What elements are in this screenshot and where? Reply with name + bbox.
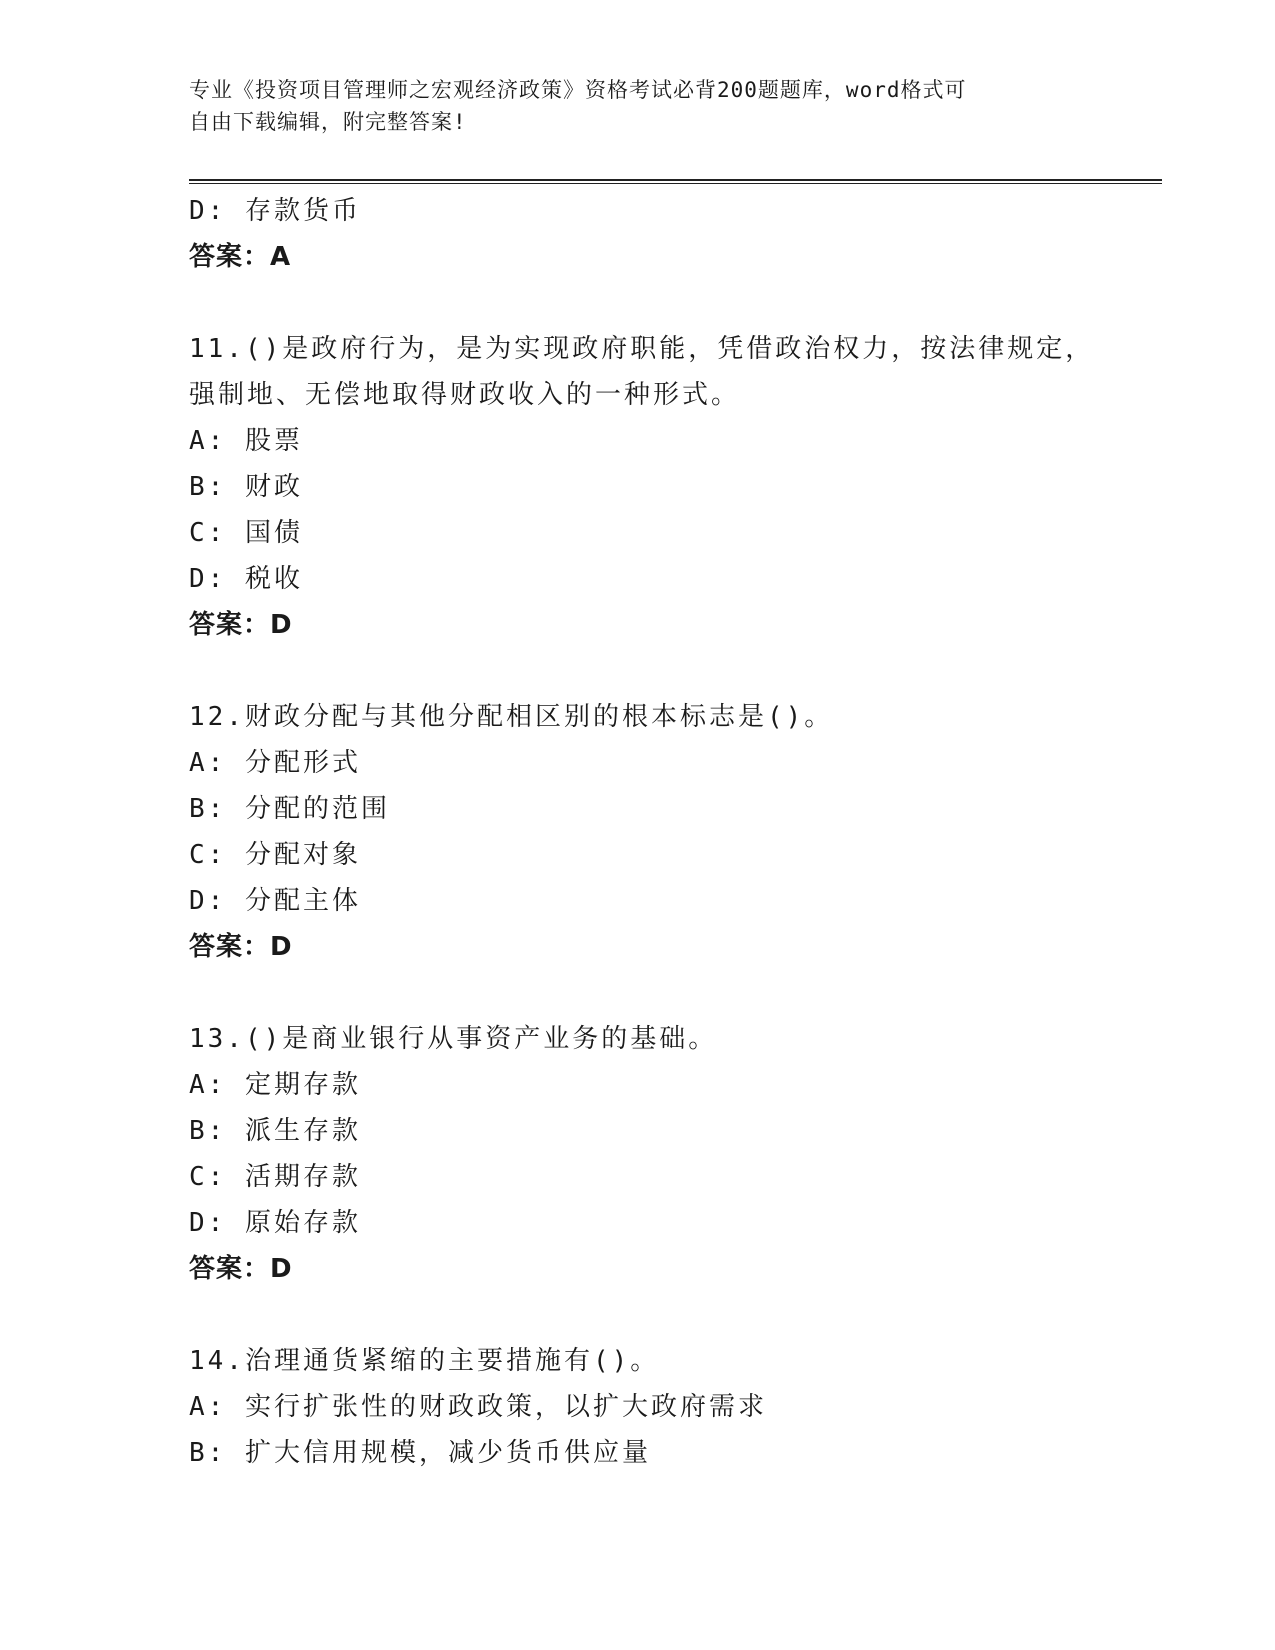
- option-d: D: 税收: [189, 564, 303, 594]
- option-d: D: 分配主体: [189, 886, 361, 916]
- option-a: A: 实行扩张性的财政政策，以扩大政府需求: [189, 1392, 767, 1422]
- option-c: C: 活期存款: [189, 1162, 361, 1192]
- question-14: [189, 1338, 1119, 1476]
- spacer: [189, 648, 1119, 694]
- header-title-line-2: 自由下载编辑，附完整答案!: [189, 110, 467, 134]
- header-title-line-1: 专业《投资项目管理师之宏观经济政策》资格考试必背200题题库，word格式可: [189, 78, 967, 102]
- option-b: B: 财政: [189, 472, 303, 502]
- question-12: [189, 694, 1119, 970]
- answer-line: 答案：A: [189, 242, 292, 272]
- question-stem-line-1: 14.治理通货紧缩的主要措施有()。: [189, 1346, 660, 1376]
- option-b: B: 分配的范围: [189, 794, 390, 824]
- spacer: [189, 1292, 1119, 1338]
- header-divider: [189, 179, 1162, 184]
- spacer: [189, 970, 1119, 1016]
- question-stem-line-2: 强制地、无偿地取得财政收入的一种形式。: [189, 380, 741, 410]
- answer-line: 答案：D: [189, 610, 293, 640]
- question-stem-line-1: 11.()是政府行为，是为实现政府职能，凭借政治权力，按法律规定，: [189, 334, 1095, 364]
- option-c: C: 国债: [189, 518, 303, 548]
- option-a: A: 分配形式: [189, 748, 361, 778]
- question-list: [189, 188, 1119, 1476]
- option-a: A: 股票: [189, 426, 303, 456]
- answer-line: 答案：D: [189, 1254, 293, 1284]
- document-header: [189, 74, 1069, 138]
- answer-line: 答案：D: [189, 932, 293, 962]
- option-d: D: 原始存款: [189, 1208, 361, 1238]
- question-stem-line-1: 13.()是商业银行从事资产业务的基础。: [189, 1024, 718, 1054]
- option-b: B: 扩大信用规模，减少货币供应量: [189, 1438, 651, 1468]
- option-c: C: 分配对象: [189, 840, 361, 870]
- spacer: [189, 280, 1119, 326]
- question-stem-line-1: 12.财政分配与其他分配相区别的根本标志是()。: [189, 702, 834, 732]
- option-b: B: 派生存款: [189, 1116, 361, 1146]
- question-11: [189, 326, 1119, 648]
- option-d: D: 存款货币: [189, 196, 361, 226]
- option-a: A: 定期存款: [189, 1070, 361, 1100]
- question-13: [189, 1016, 1119, 1292]
